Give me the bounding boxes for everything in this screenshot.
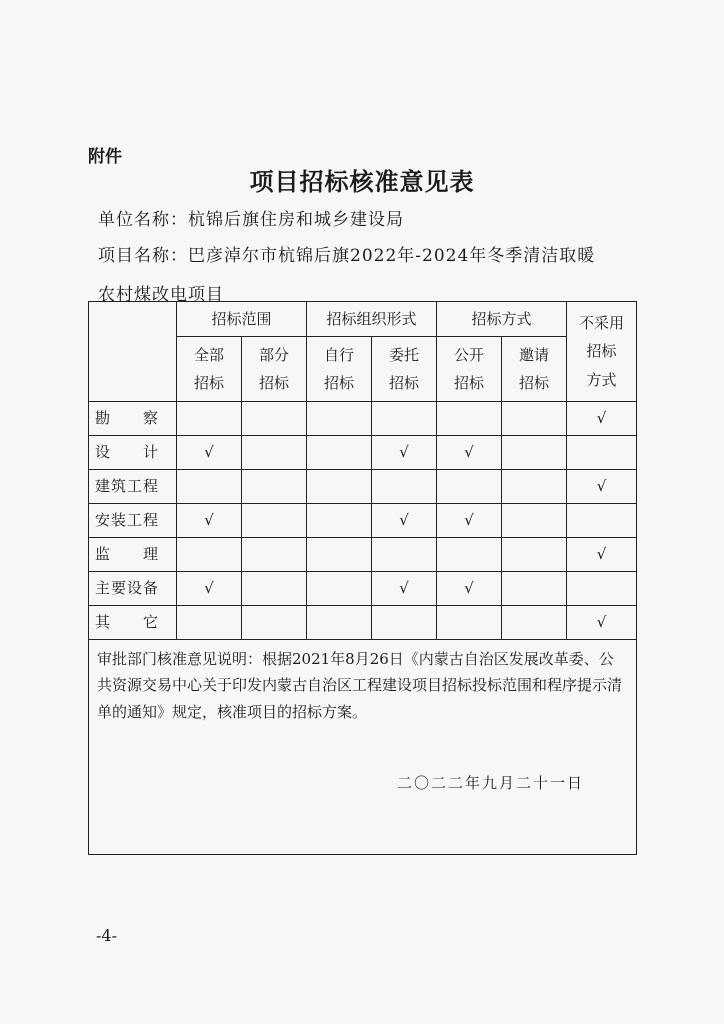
check-cell (307, 436, 372, 470)
check-cell: √ (372, 504, 437, 538)
check-cell: √ (567, 606, 637, 640)
check-cell (177, 538, 242, 572)
check-cell (372, 470, 437, 504)
sub-header-text: 委托 (389, 345, 420, 364)
check-cell (242, 470, 307, 504)
header-org-form: 招标组织形式 (307, 302, 437, 337)
check-cell (372, 402, 437, 436)
sub-header-self (307, 337, 372, 402)
table-row (89, 470, 637, 504)
page-number: -4- (96, 926, 117, 945)
table-row (89, 402, 637, 436)
check-cell (437, 538, 502, 572)
sub-header-text: 招标 (324, 374, 355, 392)
approval-date: 二〇二二年九月二十一日 (397, 773, 585, 792)
row-label: 其 它 (89, 606, 177, 640)
check-cell (372, 606, 437, 640)
check-cell: √ (177, 572, 242, 606)
check-cell (502, 504, 567, 538)
check-cell (307, 402, 372, 436)
sub-header-text: 招标 (259, 374, 290, 392)
check-cell (502, 606, 567, 640)
check-cell (307, 538, 372, 572)
check-cell (242, 572, 307, 606)
sub-header-text: 全部 (193, 345, 224, 364)
check-cell (372, 538, 437, 572)
check-cell: √ (567, 538, 637, 572)
sub-header-text: 邀请 (519, 345, 550, 364)
check-cell (567, 504, 637, 538)
check-cell (307, 606, 372, 640)
project-name-line-1: 项目名称：巴彦淖尔市杭锦后旗2022年-2024年冬季清洁取暖 (98, 246, 596, 266)
sub-header-text: 招标 (454, 374, 485, 392)
check-cell: √ (177, 504, 242, 538)
check-cell (242, 436, 307, 470)
no-bid-line-2: 招标 (586, 342, 617, 361)
sub-header-text: 招标 (389, 374, 420, 392)
corner-cell (89, 302, 177, 402)
check-cell (242, 606, 307, 640)
check-cell: √ (177, 436, 242, 470)
check-cell (567, 436, 637, 470)
table-row (89, 538, 637, 572)
approval-note-row (89, 640, 637, 855)
approval-note-text: 审批部门核准意见说明：根据2021年8月26日《内蒙古自治区发展改革委、公共资源交易中心关于印发内蒙古自治区工程建设项目招标投标范围和程序提示清单的通知》规定，核准项目的招标方案。 (97, 650, 623, 721)
project-name-line-2: 农村煤改电项目 (98, 285, 224, 305)
no-bid-line-3: 方式 (586, 370, 617, 389)
sub-header-text: 招标 (519, 374, 550, 392)
table-row (89, 606, 637, 640)
check-cell (567, 572, 637, 606)
check-cell (177, 606, 242, 640)
check-cell: √ (437, 504, 502, 538)
check-cell (502, 402, 567, 436)
sub-header-text: 公开 (454, 345, 485, 364)
check-cell: √ (567, 470, 637, 504)
row-label: 设 计 (89, 436, 177, 470)
check-cell (307, 572, 372, 606)
sub-header-text: 自行 (324, 345, 355, 364)
check-cell (437, 606, 502, 640)
check-cell: √ (437, 436, 502, 470)
check-cell (502, 470, 567, 504)
sub-header-text: 部分 (259, 345, 290, 364)
sub-header-partial (242, 337, 307, 402)
check-cell (437, 470, 502, 504)
check-cell (502, 538, 567, 572)
check-cell: √ (437, 572, 502, 606)
check-cell (437, 402, 502, 436)
table-row (89, 504, 637, 538)
document-title: 项目招标核准意见表 (249, 167, 475, 196)
row-label: 主要设备 (89, 572, 177, 606)
check-cell: √ (372, 436, 437, 470)
row-label: 安装工程 (89, 504, 177, 538)
check-cell (177, 470, 242, 504)
sub-header-open (437, 337, 502, 402)
table-row (89, 572, 637, 606)
sub-header-text: 招标 (193, 374, 224, 392)
sub-header-invited (502, 337, 567, 402)
header-method: 招标方式 (437, 302, 567, 337)
check-cell: √ (567, 402, 637, 436)
check-cell (307, 504, 372, 538)
header-scope: 招标范围 (177, 302, 307, 337)
check-cell (242, 402, 307, 436)
attachment-label: 附件 (88, 147, 122, 167)
header-no-bid (567, 302, 637, 402)
sub-header-full (177, 337, 242, 402)
check-cell (242, 538, 307, 572)
check-cell (502, 436, 567, 470)
no-bid-line-1: 不采用 (579, 313, 625, 332)
approval-note-cell (89, 640, 637, 855)
row-label: 建筑工程 (89, 470, 177, 504)
check-cell: √ (372, 572, 437, 606)
row-label: 监 理 (89, 538, 177, 572)
table-row (89, 436, 637, 470)
unit-name-line: 单位名称：杭锦后旗住房和城乡建设局 (98, 210, 404, 230)
check-cell (307, 470, 372, 504)
row-label: 勘 察 (89, 402, 177, 436)
check-cell (177, 402, 242, 436)
check-cell (242, 504, 307, 538)
sub-header-entrusted (372, 337, 437, 402)
approval-table (88, 301, 637, 855)
check-cell (502, 572, 567, 606)
